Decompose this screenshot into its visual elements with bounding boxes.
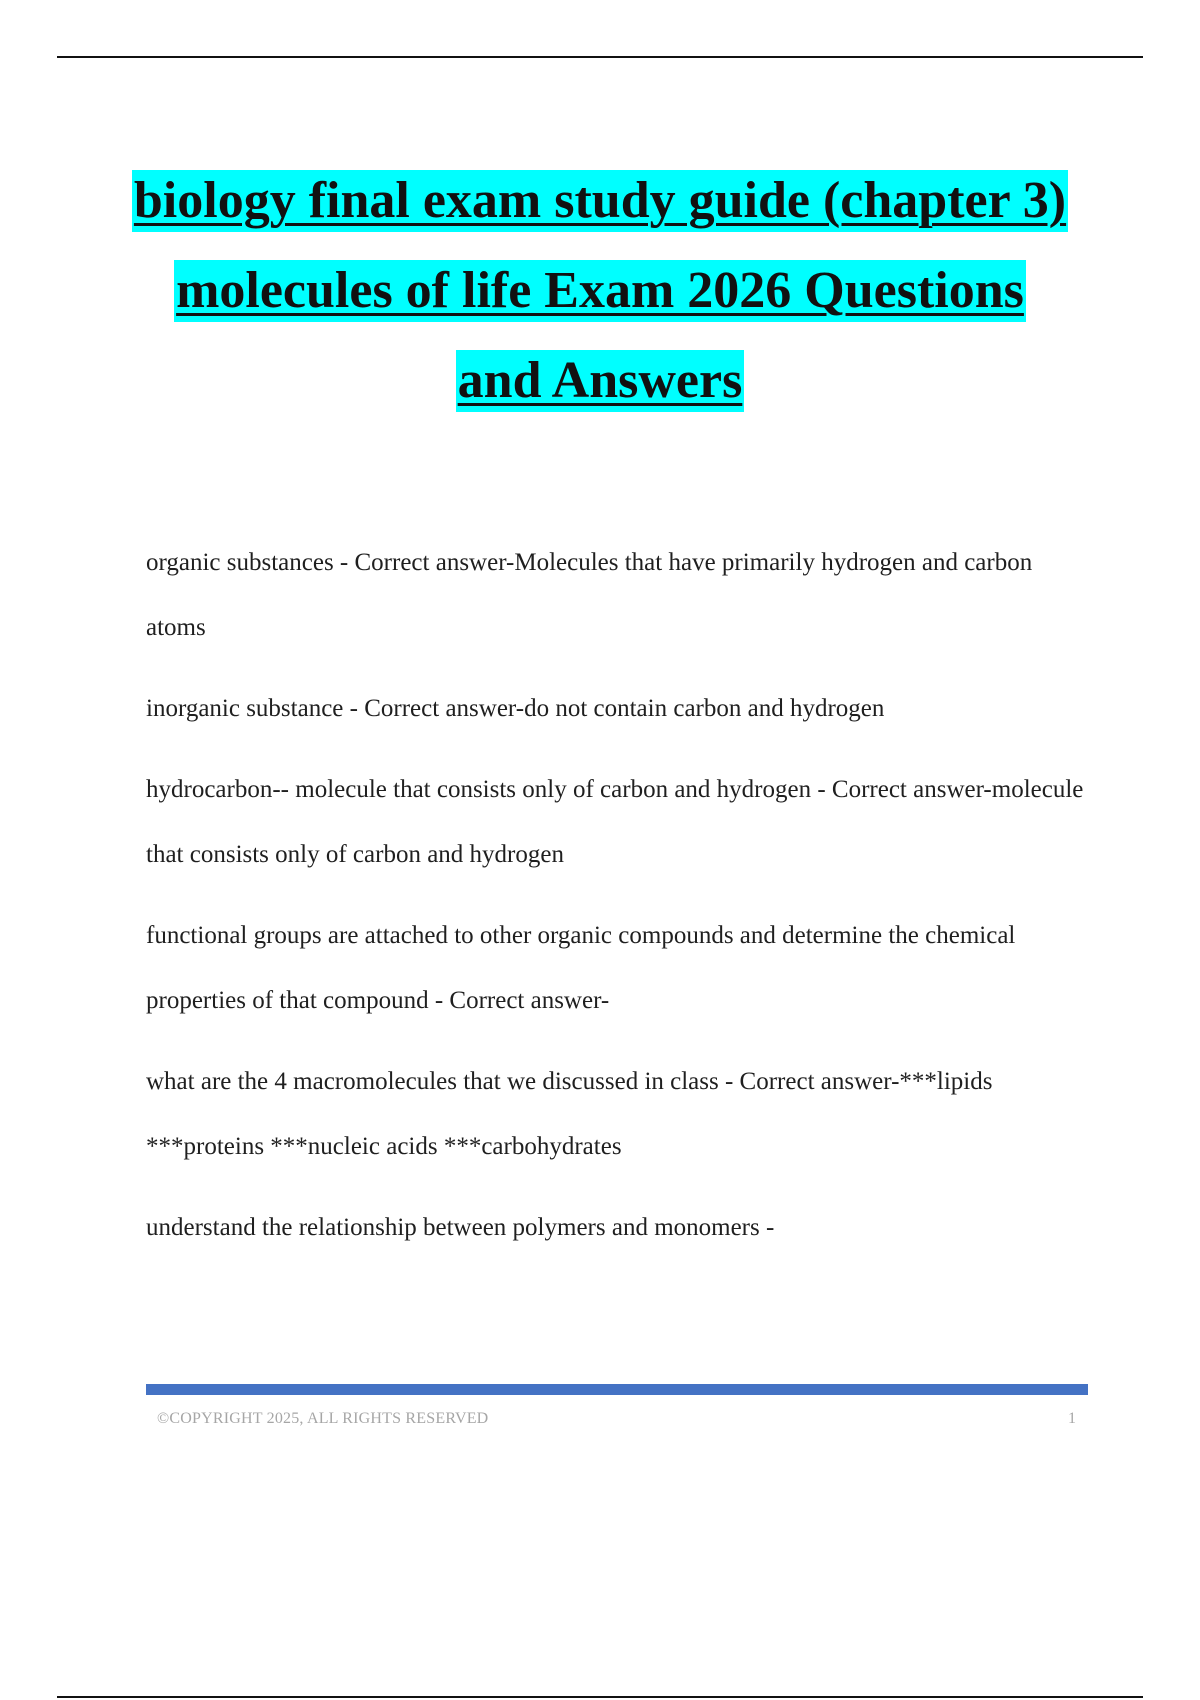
qa-item: organic substances - Correct answer-Molecules that have primarily hydrogen and carbon atoms	[146, 549, 1033, 641]
document-title	[100, 170, 1100, 440]
title-line-3: and Answers	[456, 350, 745, 412]
bottom-rule	[57, 1696, 1143, 1698]
footer-bar	[146, 1384, 1088, 1395]
title-line-2: molecules of life Exam 2026 Questions	[174, 260, 1026, 322]
qa-item: what are the 4 macromolecules that we discussed in class - Correct answer-***lipids ***proteins ***nucleic acids ***carbohydrates	[146, 1068, 993, 1160]
qa-item: understand the relationship between polymers and monomers -	[146, 1214, 775, 1241]
qa-item: hydrocarbon-- molecule that consists only of carbon and hydrogen - Correct answer-molecule that consists only of carbon and hydrogen	[146, 776, 1084, 868]
title-line-1: biology final exam study guide (chapter 3)	[132, 170, 1068, 232]
qa-item: functional groups are attached to other organic compounds and determine the chemical properties of that compound - Correct answer-	[146, 922, 1016, 1014]
qa-item: inorganic substance - Correct answer-do not contain carbon and hydrogen	[146, 695, 885, 722]
qa-list	[146, 530, 1096, 1276]
page-number: 1	[1068, 1410, 1076, 1427]
footer-copyright: ©COPYRIGHT 2025, ALL RIGHTS RESERVED	[157, 1410, 489, 1427]
top-rule	[57, 56, 1143, 58]
